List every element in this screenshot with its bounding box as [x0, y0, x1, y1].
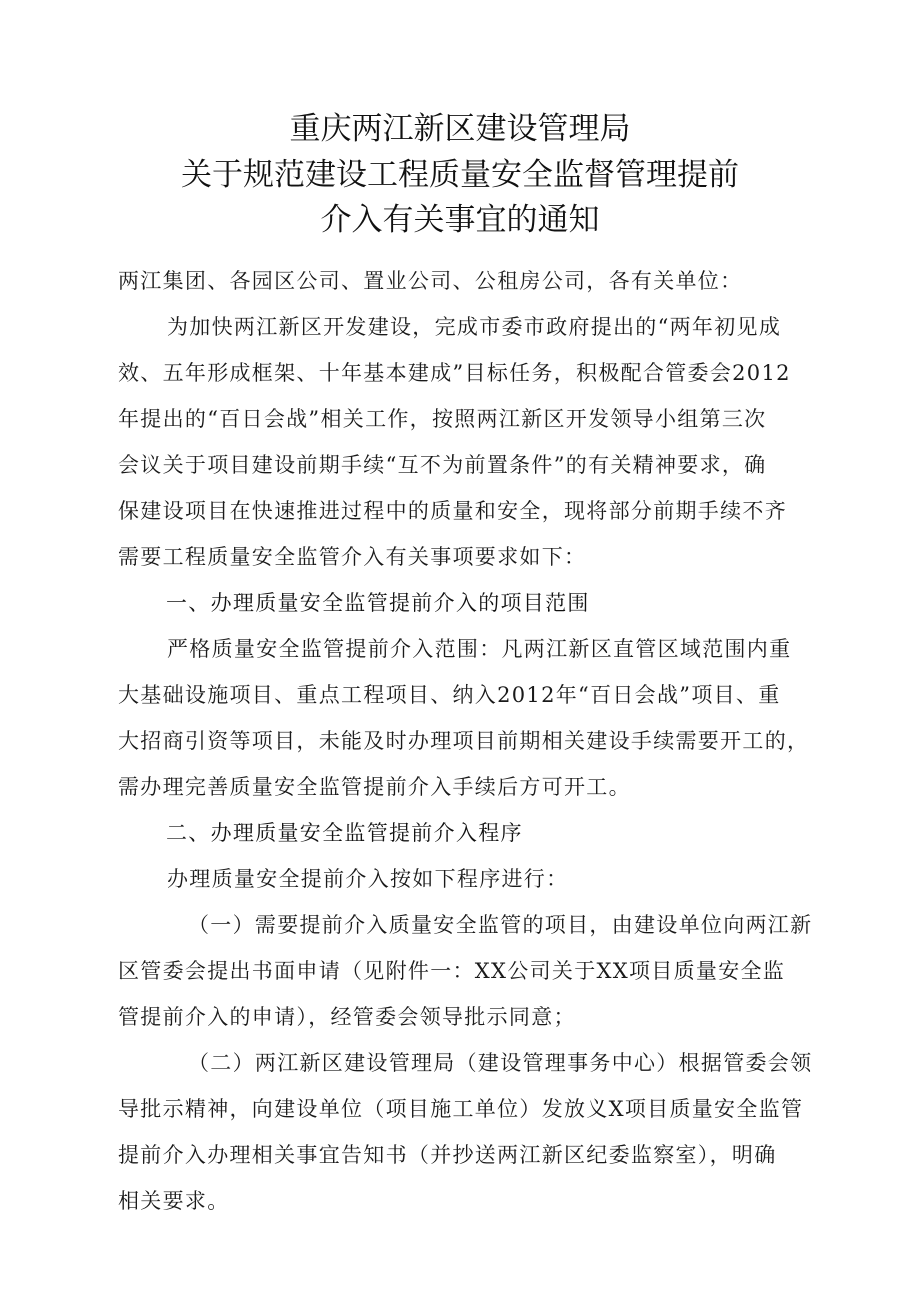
title-line-1: 重庆两江新区建设管理局	[289, 111, 631, 147]
title-line-2: 关于规范建设工程质量安全监督管理提前	[181, 157, 739, 193]
section-1-line-3: 大招商引资等项目，未能及时办理项目前期相关建设手续需要开工的，	[118, 729, 810, 753]
intro-line-3: 年提出的“百日会战”相关工作，按照两江新区开发领导小组第三次	[118, 407, 767, 431]
step-2-line-2: 导批示精神，向建设单位（项目施工单位）发放义X项目质量安全监管	[118, 1097, 804, 1121]
intro-line-2: 效、五年形成框架、十年基本建成”目标任务，积极配合管委会2012	[118, 361, 791, 385]
section-1-line-1: 严格质量安全监管提前介入范围：凡两江新区直管区域范围内重	[167, 637, 792, 661]
intro-line-4: 会议关于项目建设前期手续“互不为前置条件”的有关精神要求，确	[118, 453, 767, 477]
step-1-line-3: 管提前介入的申请），经管委会领导批示同意；	[118, 1005, 576, 1029]
intro-line-1: 为加快两江新区开发建设，完成市委市政府提出的“两年初见成	[167, 315, 782, 339]
section-2-heading: 二、办理质量安全监管提前介入程序	[166, 821, 523, 845]
addressee: 两江集团、各园区公司、置业公司、公租房公司，各有关单位：	[118, 269, 743, 293]
section-1-line-4: 需办理完善质量安全监管提前介入手续后方可开工。	[118, 775, 631, 799]
section-2-intro: 办理质量安全提前介入按如下程序进行：	[167, 867, 569, 891]
step-2-line-3: 提前介入办理相关事宜告知书（并抄送两江新区纪委监察室），明确	[118, 1143, 777, 1167]
intro-line-6: 需要工程质量安全监管介入有关事项要求如下：	[118, 545, 587, 569]
section-1-heading: 一、办理质量安全监管提前介入的项目范围	[166, 591, 590, 615]
section-1-line-2: 大基础设施项目、重点工程项目、纳入2012年“百日会战”项目、重	[118, 683, 781, 707]
step-1-line-1: （一）需要提前介入质量安全监管的项目，由建设单位向两江新	[188, 913, 813, 937]
intro-line-5: 保建设项目在快速推进过程中的质量和安全，现将部分前期手续不齐	[118, 499, 787, 523]
step-2-line-1: （二）两江新区建设管理局（建设管理事务中心）根据管委会领	[188, 1051, 813, 1075]
step-1-line-2: 区管委会提出书面申请（见附件一：XX公司关于XX项目质量安全监	[118, 959, 786, 983]
step-2-line-4: 相关要求。	[118, 1189, 230, 1213]
title-line-3: 介入有关事宜的通知	[320, 202, 600, 238]
